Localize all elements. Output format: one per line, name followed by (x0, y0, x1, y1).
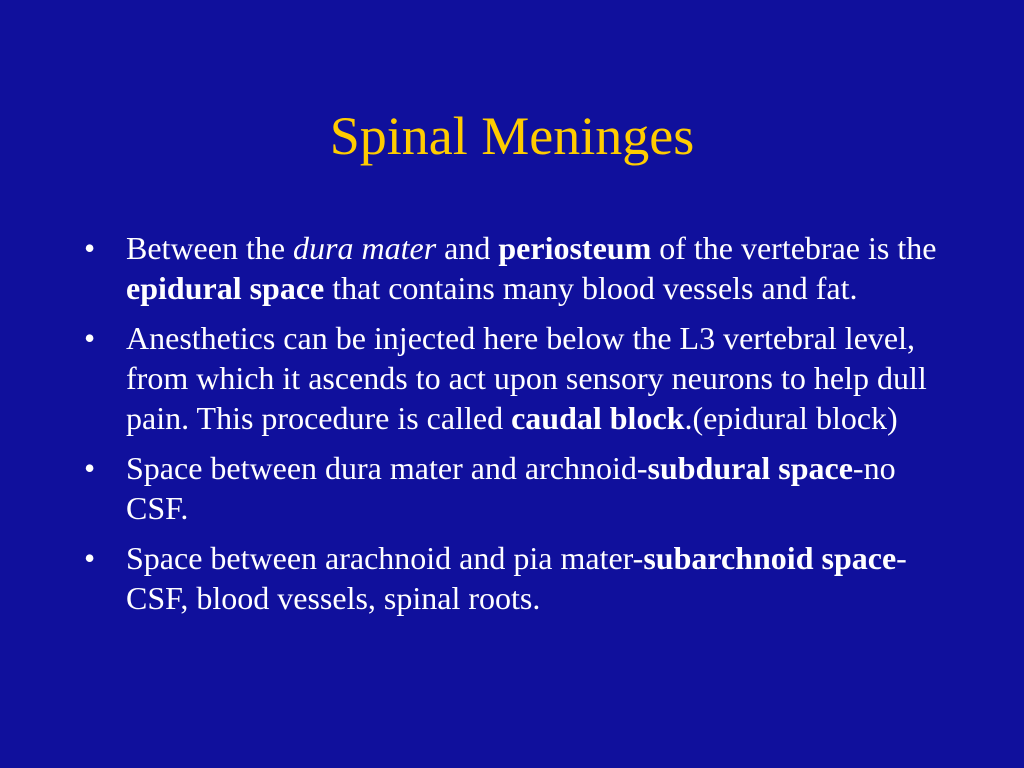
bullet-item-subdural (84, 448, 944, 528)
bullet-text (126, 540, 907, 616)
bullet-marker: • (84, 320, 96, 356)
bullet-item-anesthetics (84, 318, 944, 438)
text-run-bold: subdural space (647, 450, 853, 486)
text-run: -no CSF. (126, 450, 896, 526)
text-run-bold: periosteum (498, 230, 652, 266)
text-run: Space between arachnoid and pia mater- (126, 540, 644, 576)
text-run-bold: subarchnoid space (643, 540, 897, 576)
text-run: that contains many blood vessels and fat. (324, 270, 858, 306)
slide-title: Spinal Meninges (329, 106, 695, 166)
text-run-italic: dura mater (293, 230, 437, 266)
bullet-text (126, 320, 927, 436)
bullet-text (126, 450, 896, 526)
bullet-marker: • (84, 230, 96, 266)
bullet-item-subarachnoid (84, 538, 944, 618)
text-run: and (436, 230, 499, 266)
bullet-marker: • (84, 450, 96, 486)
text-run: Anesthetics can be injected here below the L3 vertebral level, from which it ascends to act upon sensory neurons to help dull pain. This procedure is called (126, 320, 927, 436)
text-run: Between the (126, 230, 294, 266)
bullet-text (126, 230, 936, 306)
bullet-item-epidural (84, 228, 944, 308)
text-run-bold: epidural space (126, 270, 325, 306)
text-run: of the vertebrae is the (651, 230, 937, 266)
text-run: .(epidural block) (684, 400, 898, 436)
text-run-bold: caudal block (511, 400, 685, 436)
bullet-list (84, 228, 944, 628)
text-run: Space between dura mater and archnoid- (126, 450, 648, 486)
bullet-marker: • (84, 540, 96, 576)
text-run: -CSF, blood vessels, spinal roots. (126, 540, 907, 616)
